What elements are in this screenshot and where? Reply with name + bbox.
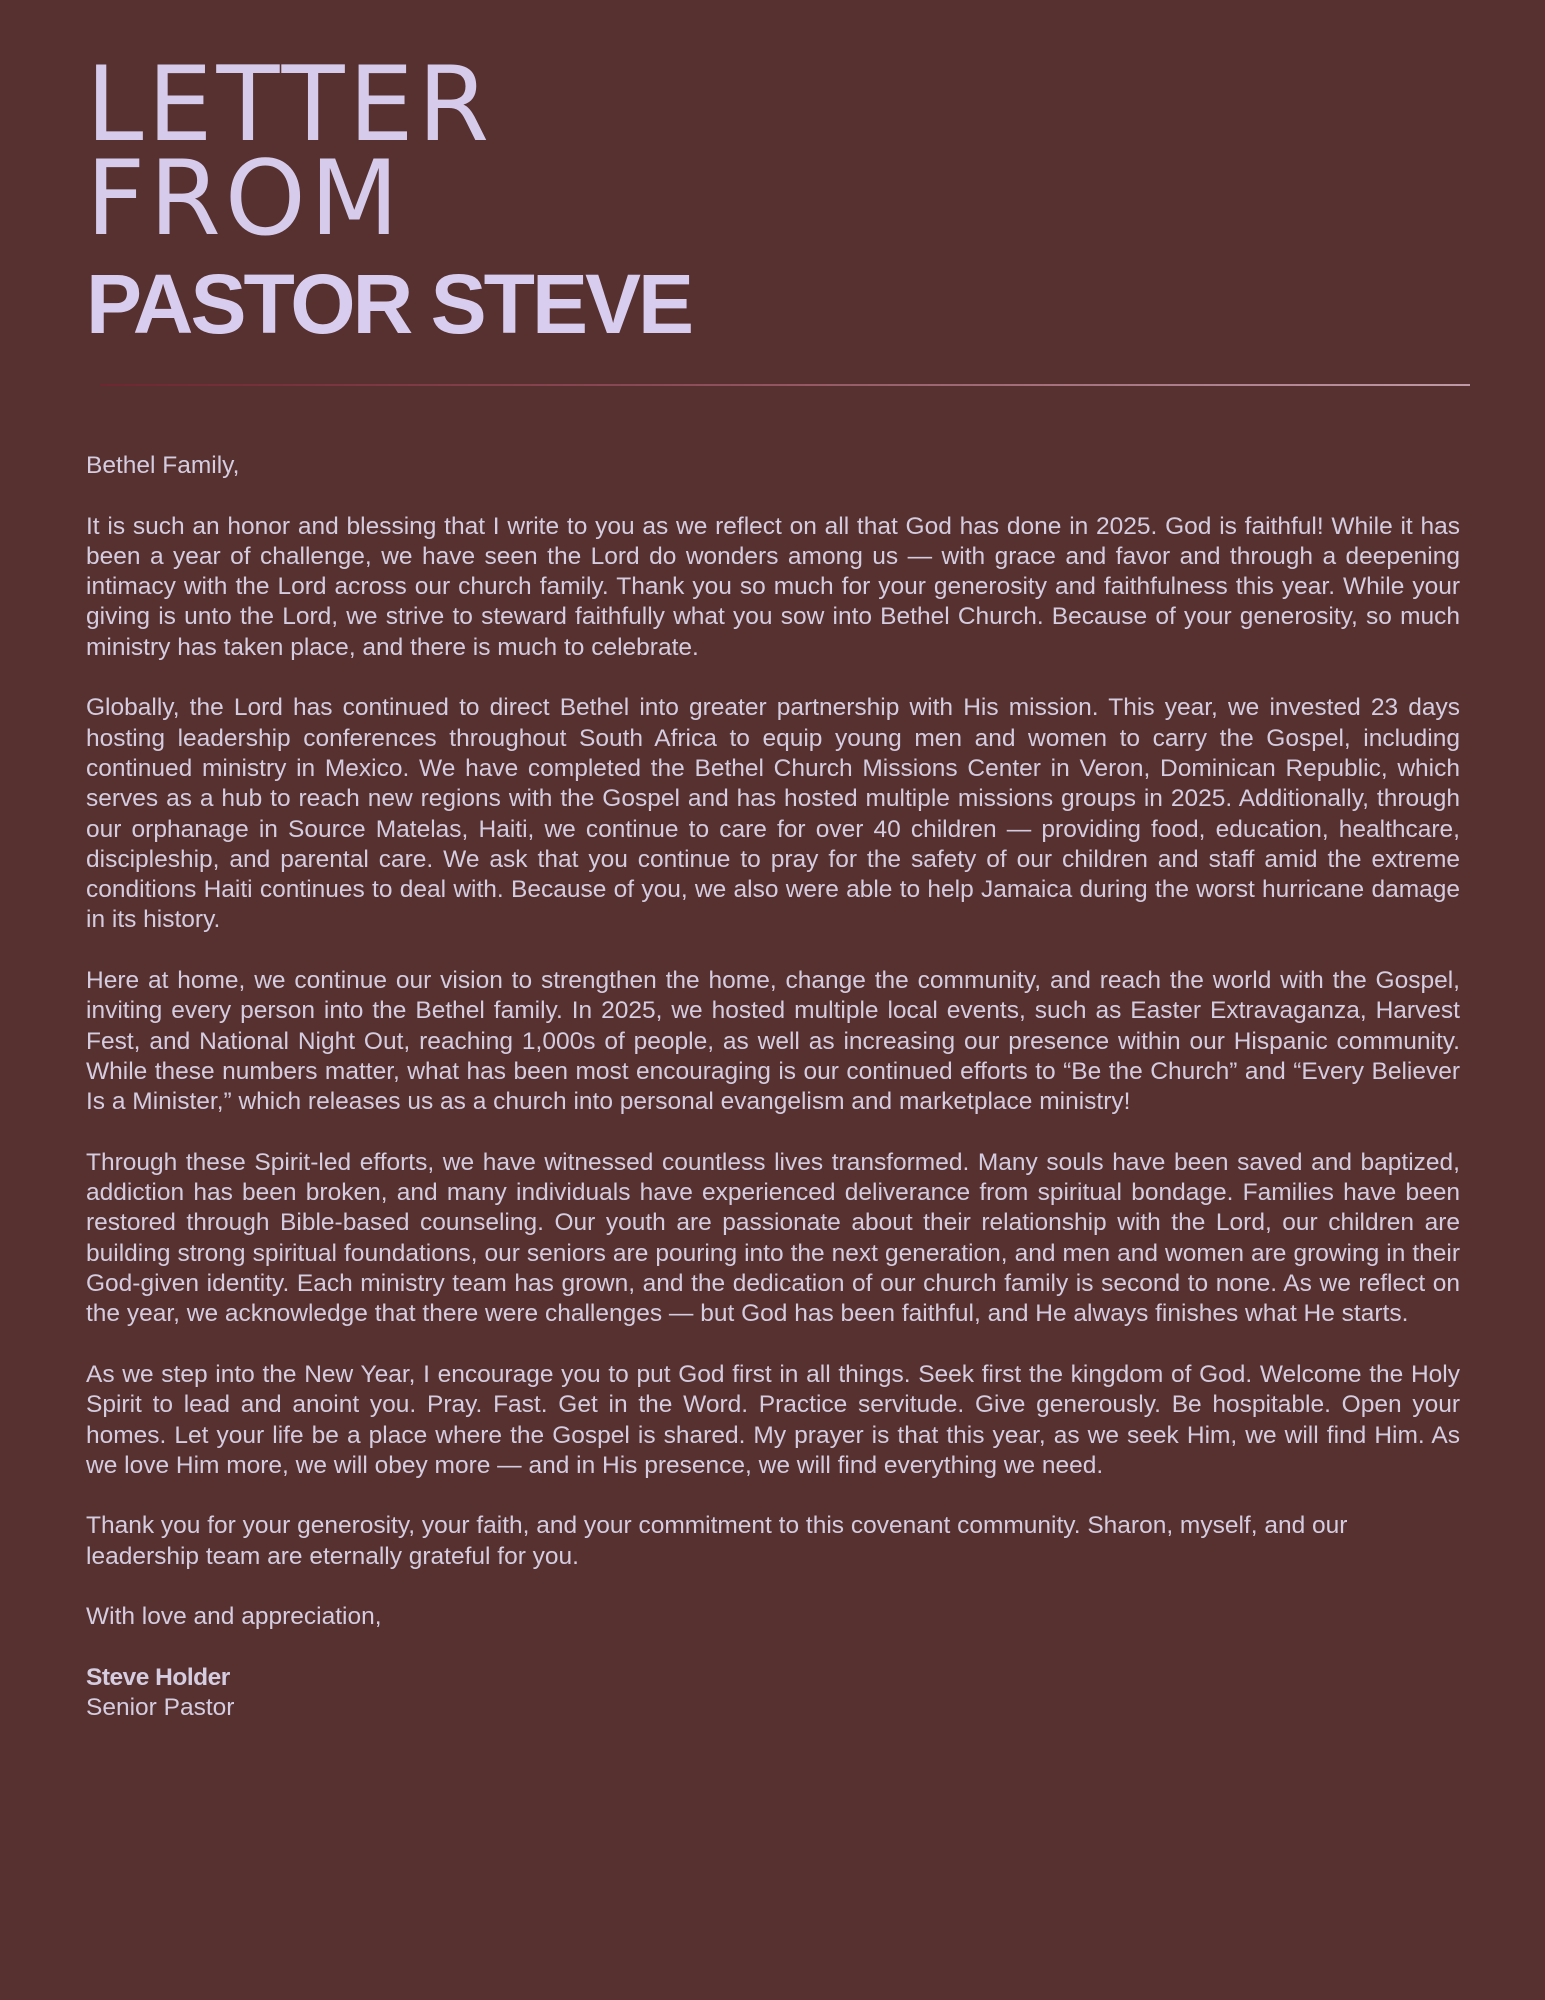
title-divider xyxy=(100,384,1470,386)
letter-closing: With love and appreciation, xyxy=(86,1603,382,1631)
letter-paragraph-4: Through these Spirit-led efforts, we have witnessed countless lives transformed. Many souls have been saved and baptized, addiction has been broken, and many individuals have experienced deliverance from spiritual bondage. Families have been restored through Bible-based counseling. Our youth are passionate about their relationship with the Lord, our children are building strong spiritual foundations, our seniors are pouring into the next generation, and men and women are growing in their God-given identity. Each ministry team has grown, and the dedication of our church family is second to none. As we reflect on the year, we acknowledge that there were challenges — but God has been faithful, and He always finishes what He starts. xyxy=(86,1148,1460,1328)
letter-signature xyxy=(86,1663,1460,1724)
title-line-from: FROM xyxy=(86,139,403,259)
letter-paragraph-3: Here at home, we continue our vision to strengthen the home, change the community, and reach the world with the Gospel, inviting every person into the Bethel family. In 2025, we hosted multiple local events, such as Easter Extravaganza, Harvest Fest, and National Night Out, reaching 1,000s of people, as well as increasing our presence within our Hispanic community. While these numbers matter, what has been most encouraging is our continued efforts to “Be the Church” and “Every Believer Is a Minister,” which releases us as a church into personal evangelism and marketplace ministry! xyxy=(86,967,1460,1116)
letter-salutation: Bethel Family, xyxy=(86,452,240,479)
title-line-pastor-name: PASTOR STEVE xyxy=(86,257,692,351)
letter-paragraph-1: It is such an honor and blessing that I write to you as we reflect on all that God has done in 2025. God is faithful! While it has been a year of challenge, we have seen the Lord do wonders among us — with grace and favor and through a deepening intimacy with the Lord across our church family. Thank you so much for your generosity and faithfulness this year. While your giving is unto the Lord, we strive to steward faithfully what you sow into Bethel Church. Because of your generosity, so much ministry has taken place, and there is much to celebrate. xyxy=(86,512,1460,661)
letter-body xyxy=(86,451,1460,1754)
letter-paragraph-5: As we step into the New Year, I encourage you to put God first in all things. Seek first the kingdom of God. Welcome the Holy Spirit to lead and anoint you. Pray. Fast. Get in the Word. Practice servitude. Give generously. Be hospitable. Open your homes. Let your life be a place where the Gospel is shared. My prayer is that this year, as we seek Him, we will find Him. As we love Him more, we will obey more — and in His presence, we will find everything we need. xyxy=(86,1360,1460,1479)
page-title xyxy=(86,45,1466,351)
signature-title: Senior Pastor xyxy=(86,1694,235,1722)
title-line-letter: LETTER xyxy=(86,45,494,165)
letter-paragraph-2: Globally, the Lord has continued to direct Bethel into greater partnership with His mission. This year, we invested 23 days hosting leadership conferences throughout South Africa to equip young men and women to carry the Gospel, including continued ministry in Mexico. We have completed the Bethel Church Missions Center in Veron, Dominican Republic, which serves as a hub to reach new regions with the Gospel and has hosted multiple missions groups in 2025. Additionally, through our orphanage in Source Matelas, Haiti, we continue to care for over 40 children — providing food, education, healthcare, discipleship, and parental care. We ask that you continue to pray for the safety of our children and staff amid the extreme conditions Haiti continues to deal with. Because of you, we also were able to help Jamaica during the worst hurricane damage in its history. xyxy=(86,694,1460,934)
letter-paragraph-6: Thank you for your generosity, your faith, and your commitment to this covenant community. Sharon, myself, and our leadership team are eternally grateful for you. xyxy=(86,1512,1348,1570)
signature-name: Steve Holder xyxy=(86,1663,230,1691)
